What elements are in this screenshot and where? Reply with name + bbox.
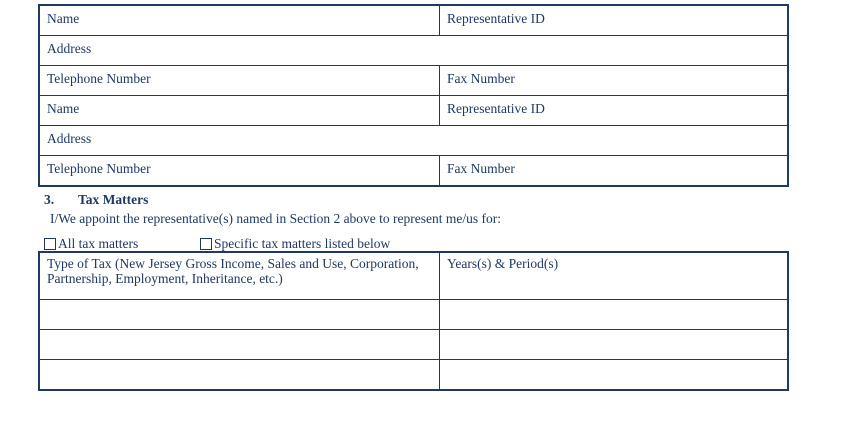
- rep2-fax-field[interactable]: [440, 156, 789, 187]
- all-tax-matters-label: All tax matters: [58, 236, 139, 251]
- rep1-phone-field[interactable]: [39, 66, 440, 96]
- section-3-heading: [44, 192, 148, 208]
- rep1-name-field[interactable]: [39, 5, 440, 36]
- all-tax-matters-option[interactable]: [44, 236, 138, 252]
- tax-type-cell[interactable]: [39, 300, 440, 330]
- specific-tax-matters-label: Specific tax matters listed below: [214, 236, 391, 251]
- rep1-id-label: Representative ID: [447, 11, 545, 26]
- rep2-id-label: Representative ID: [447, 101, 545, 116]
- appointment-sentence: I/We appoint the representative(s) named in Section 2 above to represent me/us for:: [50, 211, 502, 226]
- tax-type-cell[interactable]: [39, 360, 440, 391]
- rep1-address-label: Address: [47, 41, 92, 56]
- rep1-address-field[interactable]: [39, 36, 788, 66]
- tax-period-cell[interactable]: [440, 300, 789, 330]
- rep1-fax-field[interactable]: [440, 66, 789, 96]
- rep1-id-field[interactable]: [440, 5, 789, 36]
- rep2-name-field[interactable]: [39, 96, 440, 126]
- rep1-name-label: Name: [47, 11, 80, 26]
- specific-tax-matters-option[interactable]: [200, 236, 390, 252]
- all-tax-matters-checkbox[interactable]: [44, 238, 56, 250]
- years-periods-header: [440, 252, 789, 300]
- tax-type-cell[interactable]: [39, 330, 440, 360]
- rep2-phone-field[interactable]: [39, 156, 440, 187]
- tax-period-cell[interactable]: [440, 330, 789, 360]
- rep2-fax-label: Fax Number: [447, 161, 515, 176]
- section-number: 3.: [44, 192, 55, 207]
- years-periods-label: Years(s) & Period(s): [447, 256, 559, 271]
- rep2-address-field[interactable]: [39, 126, 788, 156]
- tax-matters-table: [38, 251, 789, 391]
- rep1-phone-label: Telephone Number: [47, 71, 151, 86]
- type-of-tax-label: Type of Tax (New Jersey Gross Income, Sales and Use, Corporation, Partnership, Employment, Inheritance, etc.): [47, 256, 419, 286]
- rep1-fax-label: Fax Number: [447, 71, 515, 86]
- rep2-name-label: Name: [47, 101, 80, 116]
- type-of-tax-header: [39, 252, 440, 300]
- specific-tax-matters-checkbox[interactable]: [200, 238, 212, 250]
- rep2-phone-label: Telephone Number: [47, 161, 151, 176]
- representatives-table: [38, 4, 789, 187]
- rep2-id-field[interactable]: [440, 96, 789, 126]
- rep2-address-label: Address: [47, 131, 92, 146]
- tax-period-cell[interactable]: [440, 360, 789, 391]
- section-title: Tax Matters: [78, 192, 149, 207]
